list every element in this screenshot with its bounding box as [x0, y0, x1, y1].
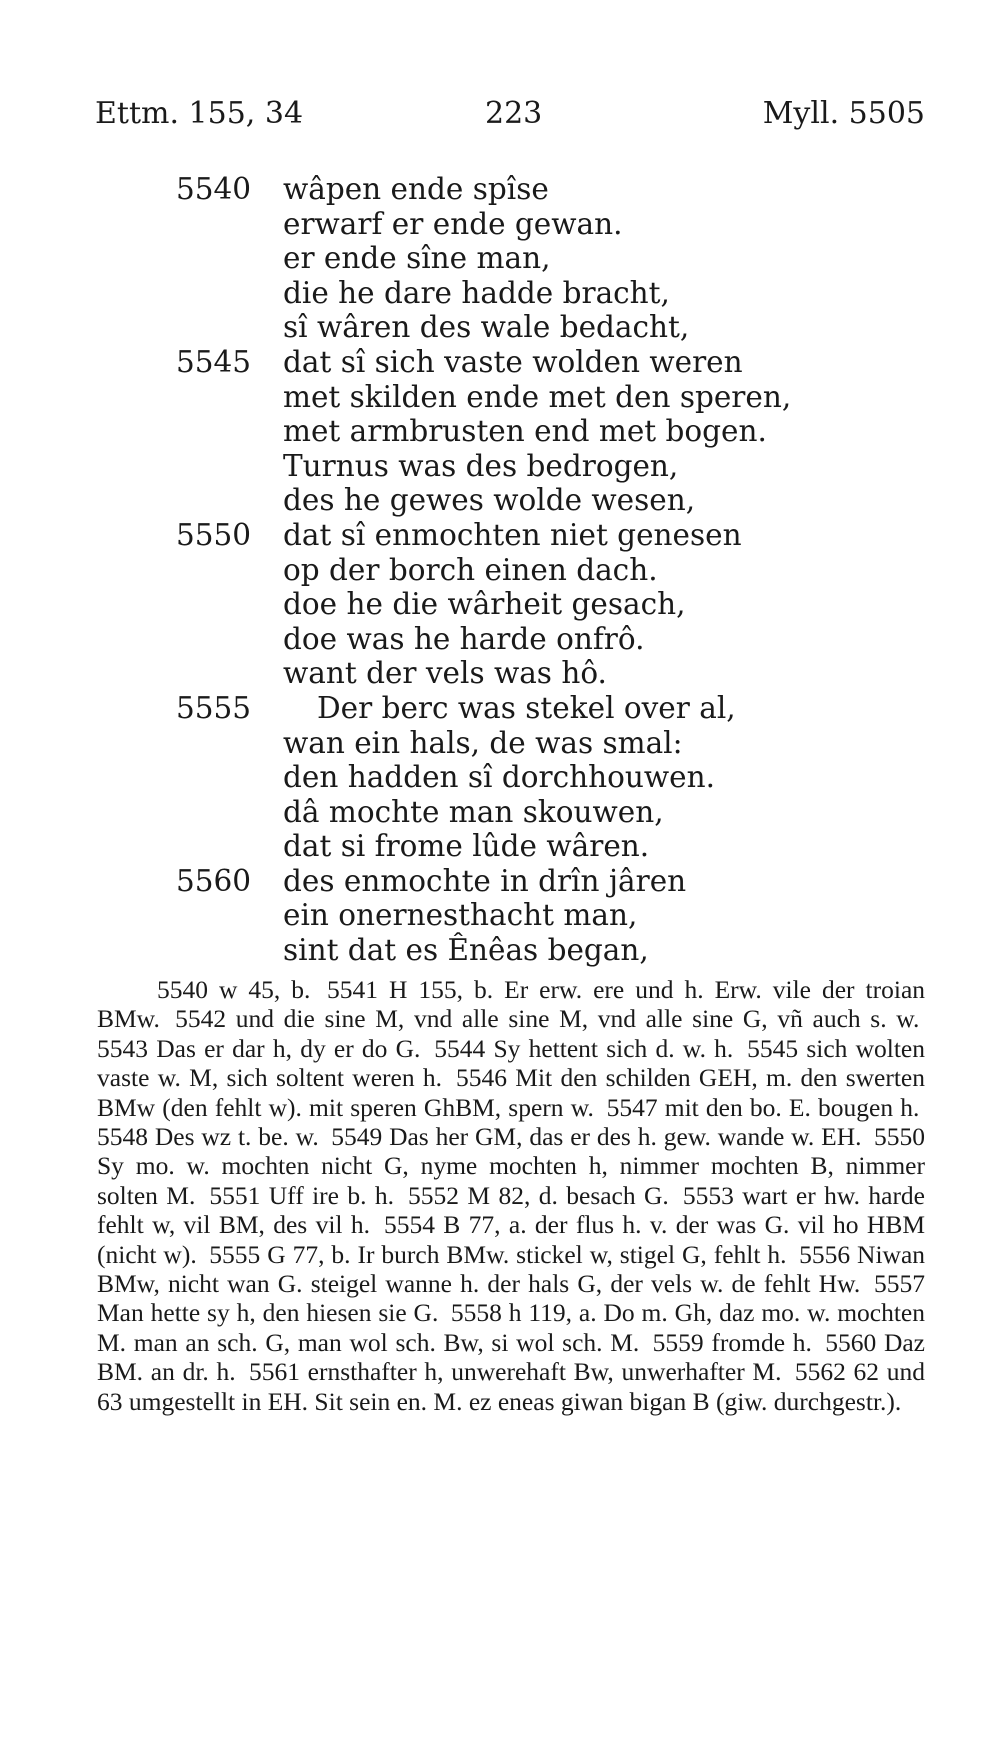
- verse-line: [0, 241, 1000, 276]
- verse-text-line: met skilden ende met den speren,: [283, 379, 792, 414]
- apparatus-note: 5546 Mit den schilden GEH, m. den swerten BMw (den fehlt w). mit speren GhBM, spern w.: [97, 1063, 925, 1122]
- apparatus-note: 5560 Daz BM. an dr. h.: [97, 1327, 926, 1387]
- verse-text-line: den hadden sî dorchhouwen.: [283, 760, 715, 795]
- verse-line: [0, 656, 1000, 691]
- verse-line: [0, 795, 1000, 830]
- verse-text-line: dat sî sich vaste wolden weren: [283, 344, 743, 379]
- apparatus-note: 5544 Sy hettent sich d. w. h.: [434, 1033, 734, 1063]
- line-number: 5545: [176, 344, 252, 379]
- verse-line: [0, 553, 1000, 588]
- verse-text-line: des he gewes wolde wesen,: [283, 483, 696, 518]
- verse-text-line: dat si frome lûde wâren.: [283, 829, 650, 864]
- header-right-reference: Myll. 5505: [762, 96, 925, 131]
- verse-text-line: sint dat es Ênêas began,: [283, 933, 649, 968]
- line-number: 5550: [176, 517, 252, 552]
- verse-line: [0, 310, 1000, 345]
- verse-line: [0, 172, 1000, 207]
- apparatus-note: 5548 Des wz t. be. w.: [97, 1122, 319, 1152]
- apparatus-note: 5543 Das er dar h, dy er do G.: [97, 1033, 421, 1063]
- verse-line: [0, 449, 1000, 484]
- running-header: [95, 96, 925, 136]
- verse-line: [0, 380, 1000, 415]
- verse-line: [0, 933, 1000, 968]
- verse-text-line: Der berc was stekel over al,: [317, 690, 736, 725]
- apparatus-note: 5558 h 119, a. Do m. Gh, daz mo. w. mochten M. man an sch. G, man wol sch. Bw, si wol sch. M.: [97, 1298, 926, 1357]
- verse-line: [0, 829, 1000, 864]
- verse-text-line: want der vels was hô.: [283, 656, 607, 691]
- verse-text-line: dâ mochte man skouwen,: [283, 794, 664, 829]
- verse-line: [0, 691, 1000, 726]
- verse-line: [0, 622, 1000, 657]
- apparatus-note: 5552 M 82, d. besach G.: [408, 1180, 669, 1210]
- verse-text-line: erwarf er ende gewan.: [283, 206, 623, 241]
- apparatus-note: 5545 sich wolten vaste w. M, sich soltent weren h.: [97, 1033, 926, 1093]
- apparatus-note: 5559 fromde h.: [652, 1327, 812, 1357]
- apparatus-note: 5562 62 und 63 umgestellt in EH. Sit sein en. M. ez eneas giwan bigan B (giw. durchgestr.).: [97, 1357, 925, 1416]
- verse-text-line: die he dare hadde bracht,: [283, 275, 670, 310]
- verse-text-line: dat sî enmochten niet genesen: [283, 517, 742, 552]
- apparatus-note: 5561 ernsthafter h, unwerehaft Bw, unwerhafter M.: [248, 1357, 782, 1387]
- verse-line: [0, 207, 1000, 242]
- apparatus-note: 5553 wart er hw. harde fehlt w, vil BM, des vil h.: [97, 1180, 926, 1240]
- verse-line: [0, 345, 1000, 380]
- verse-line: [0, 760, 1000, 795]
- apparatus-note: 5551 Uff ire b. h.: [209, 1180, 395, 1210]
- verse-line: [0, 414, 1000, 449]
- apparatus-note: 5554 B 77, a. der flus h. v. der was G. vil ho HBM (nicht w).: [97, 1210, 925, 1269]
- page-number: 223: [485, 96, 543, 131]
- verse-text-line: Turnus was des bedrogen,: [283, 448, 679, 483]
- apparatus-note: 5556 Niwan BMw, nicht wan G. steigel wanne h. der hals G, der vels w. de fehlt Hw.: [97, 1239, 926, 1299]
- apparatus-note: 5540 w 45, b.: [157, 975, 311, 1004]
- apparatus-note: 5555 G 77, b. Ir burch BMw. stickel w, stigel G, fehlt h.: [209, 1239, 787, 1269]
- verse-text-line: op der borch einen dach.: [283, 552, 658, 587]
- verse-text-line: doe he die wârheit gesach,: [283, 587, 686, 622]
- verse-line: [0, 726, 1000, 761]
- apparatus-note: 5541 H 155, b. Er erw. ere und h. Erw. vile der troian BMw.: [97, 975, 926, 1034]
- critical-apparatus: [97, 975, 925, 1416]
- verse-line: [0, 587, 1000, 622]
- apparatus-note: 5557 Man hette sy h, den hiesen sie G.: [97, 1269, 926, 1328]
- verse-text-line: doe was he harde onfrô.: [283, 621, 645, 656]
- apparatus-note: 5550 Sy mo. w. mochten nicht G, nyme mochten h, nimmer mochten B, nimmer solten M.: [97, 1122, 926, 1210]
- apparatus-note: 5547 mit den bo. E. bougen h.: [606, 1092, 920, 1122]
- verse-text-line: ein onernesthacht man,: [283, 898, 638, 933]
- apparatus-note: 5549 Das her GM, das er des h. gew. wande w. EH.: [331, 1122, 862, 1152]
- apparatus-note: 5542 und die sine M, vnd alle sine M, vnd alle sine G, vñ auch s. w.: [175, 1004, 920, 1034]
- verse-line: [0, 864, 1000, 899]
- verse-text-line: sî wâren des wale bedacht,: [283, 310, 690, 345]
- header-left-reference: Ettm. 155, 34: [95, 96, 304, 131]
- verse-text-line: er ende sîne man,: [283, 241, 551, 276]
- verse-line: [0, 276, 1000, 311]
- verse-line: [0, 483, 1000, 518]
- line-number: 5555: [176, 690, 252, 725]
- verse-text-line: wâpen ende spîse: [283, 172, 549, 206]
- verse-line: [0, 518, 1000, 553]
- verse-text-line: met armbrusten end met bogen.: [283, 414, 767, 449]
- verse-line: [0, 898, 1000, 933]
- line-number: 5560: [176, 863, 252, 898]
- line-number: 5540: [176, 172, 252, 206]
- verse-text-line: des enmochte in drîn jâren: [283, 863, 687, 898]
- verse-text-line: wan ein hals, de was smal:: [283, 725, 683, 760]
- verse-text: [0, 172, 1000, 968]
